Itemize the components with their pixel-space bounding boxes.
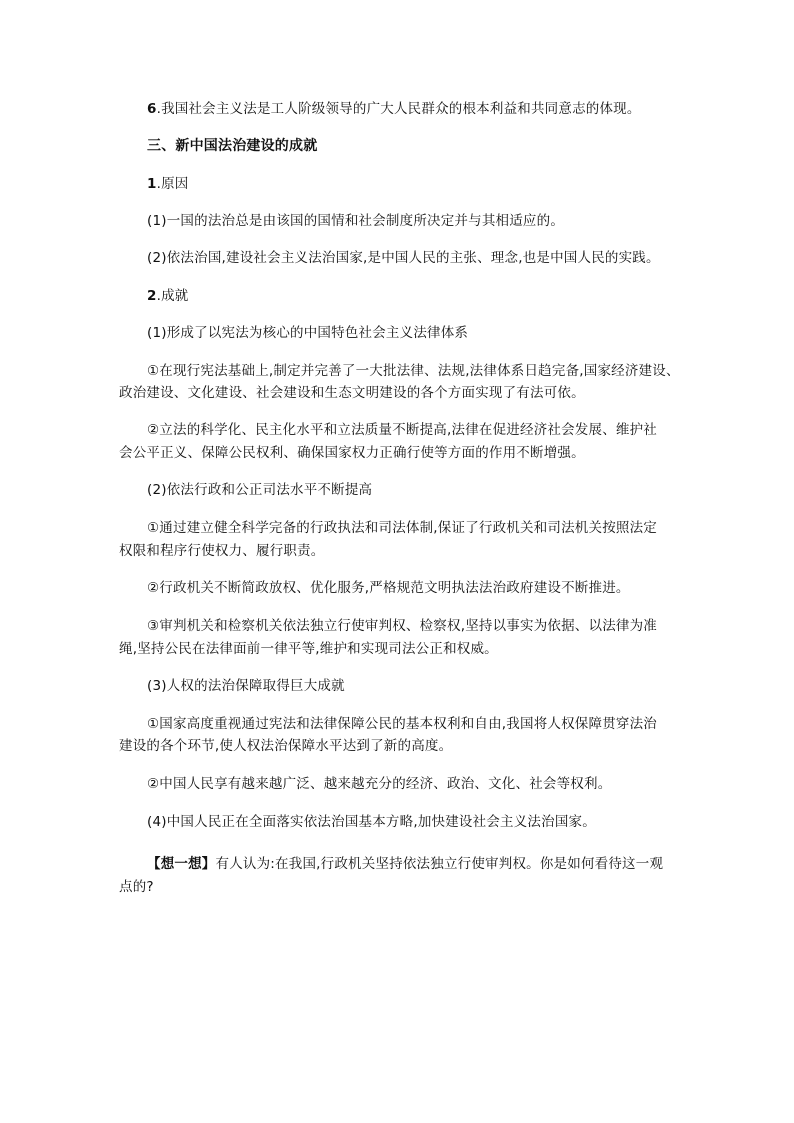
point-number: 6 [147,101,157,117]
paragraph-line: (4)中国人民正在全面落实依法治国基本方略,加快建设社会主义法治国家。 [147,814,596,830]
think-label: 【想一想】 [147,856,216,872]
paragraph-line: 点的? [119,879,154,895]
think-question [147,854,707,874]
subsection-achievement [147,286,707,306]
paragraph-line: ②立法的科学化、民主化水平和立法质量不断提高,法律在促进经济社会发展、维护社 [147,422,657,438]
paragraph-line: (2)依法行政和公正司法水平不断提高 [147,482,373,498]
section-heading: 三、新中国法治建设的成就 [147,138,318,154]
paragraph-line: ②中国人民享有越来越广泛、越来越充分的经济、政治、文化、社会等权利。 [147,776,612,792]
paragraph-line: ②行政机关不断简政放权、优化服务,严格规范文明执法法治政府建设不断推进。 [147,580,630,596]
paragraph-line: (1)一国的法治总是由该国的国情和社会制度所决定并与其相适应的。 [147,213,565,229]
paragraph-line: (1)形成了以宪法为核心的中国特色社会主义法律体系 [147,325,469,341]
paragraph-line: ①通过建立健全科学完备的行政执法和司法体制,保证了行政机关和司法机关按照法定 [147,520,657,536]
paragraph-line: (3)人权的法治保障取得巨大成就 [147,678,345,694]
subsection-title: .原因 [156,176,189,192]
paragraph-line: 政治建设、文化建设、社会建设和生态文明建设的各个方面实现了有法可依。 [119,385,585,401]
subsection-number: 1 [147,176,157,192]
subsection-number: 2 [147,288,157,304]
paragraph-line: 建设的各个环节,使人权法治保障水平达到了新的高度。 [119,738,453,754]
paragraph-line: 会公平正义、保障公民权利、确保国家权力正确行使等方面的作用不断增强。 [119,445,585,461]
point-6 [147,99,707,119]
subsection-title: .成就 [156,288,189,304]
paragraph-line: (2)依法治国,建设社会主义法治国家,是中国人民的主张、理念,也是中国人民的实践。 [147,250,660,266]
paragraph-line: ①国家高度重视通过宪法和法律保障公民的基本权利和自由,我国将人权保障贯穿法治 [147,716,657,732]
think-text: 有人认为:在我国,行政机关坚持依法独立行使审判权。你是如何看待这一观 [215,856,664,872]
point-text: .我国社会主义法是工人阶级领导的广大人民群众的根本利益和共同意志的体现。 [156,101,641,117]
paragraph-line: 绳,坚持公民在法律面前一律平等,维护和实现司法公正和权威。 [119,641,498,657]
paragraph-line: ③审判机关和检察机关依法独立行使审判权、检察权,坚持以事实为依据、以法律为准 [147,618,657,634]
paragraph-line: 权限和程序行使权力、履行职责。 [119,543,325,559]
subsection-reason [147,174,707,194]
paragraph-line: ①在现行宪法基础上,制定并完善了一大批法律、法规,法律体系日趋完备,国家经济建设、 [147,363,680,379]
